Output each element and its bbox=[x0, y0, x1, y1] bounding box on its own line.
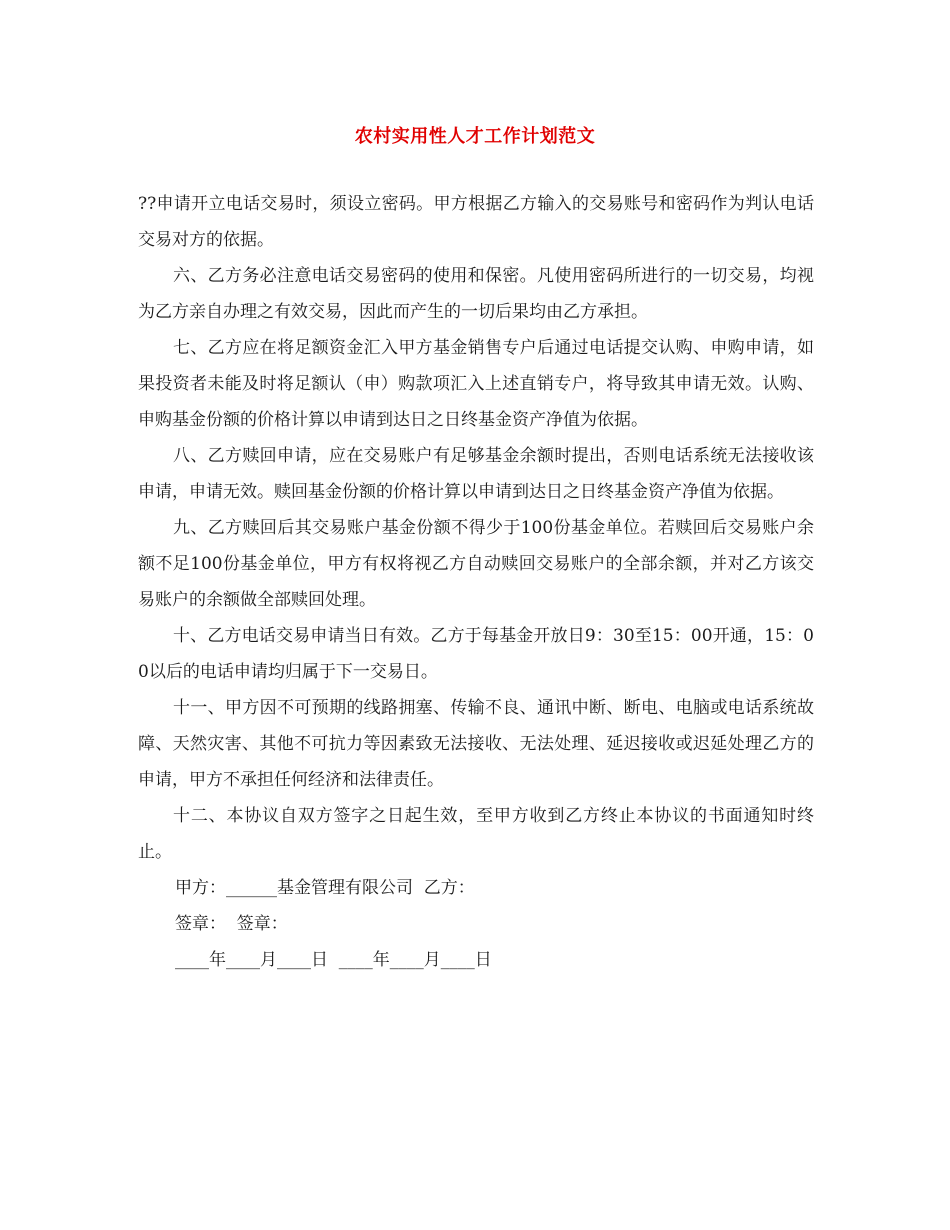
paragraph-clause-10: 十、乙方电话交易申请当日有效。乙方于每基金开放日9：30至15：00开通，15：00以后的电话申请均归属于下一交易日。 bbox=[138, 626, 814, 682]
paragraph-clause-7: 七、乙方应在将足额资金汇入甲方基金销售专户后通过电话提交认购、申购申请，如果投资者未能及时将足额认（申）购款项汇入上述直销专户，将导致其申请无效。认购、申购基金份额的价格计算以申请到达日之日终基金资产净值为依据。 bbox=[138, 338, 814, 430]
document-title: 农村实用性人才工作计划范文 bbox=[354, 126, 596, 147]
signature-seals: 签章： 签章： bbox=[175, 914, 288, 934]
signature-dates: ____年____月____日 ____年____月____日 bbox=[175, 950, 492, 970]
paragraph-clause-9: 九、乙方赎回后其交易账户基金份额不得少于100份基金单位。若赎回后交易账户余额不足100份基金单位，甲方有权将视乙方自动赎回交易账户的全部余额，并对乙方该交易账户的余额做全部赎回处理。 bbox=[138, 518, 814, 610]
document-body bbox=[138, 186, 814, 978]
paragraph-clause-12: 十二、本协议自双方签字之日起生效，至甲方收到乙方终止本协议的书面通知时终止。 bbox=[138, 806, 814, 862]
signature-block bbox=[138, 870, 814, 978]
paragraph-intro: ??申请开立电话交易时，须设立密码。甲方根据乙方输入的交易账号和密码作为判认电话交易对方的依据。 bbox=[138, 194, 814, 250]
paragraph-clause-8: 八、乙方赎回申请，应在交易账户有足够基金余额时提出，否则电话系统无法接收该申请，申请无效。赎回基金份额的价格计算以申请到达日之日终基金资产净值为依据。 bbox=[138, 446, 814, 502]
signature-parties: 甲方：______基金管理有限公司 乙方： bbox=[175, 878, 475, 898]
paragraph-clause-11: 十一、甲方因不可预期的线路拥塞、传输不良、通讯中断、断电、电脑或电话系统故障、天然灾害、其他不可抗力等因素致无法接收、无法处理、延迟接收或迟延处理乙方的申请，甲方不承担任何经济和法律责任。 bbox=[138, 698, 814, 790]
paragraph-clause-6: 六、乙方务必注意电话交易密码的使用和保密。凡使用密码所进行的一切交易，均视为乙方亲自办理之有效交易，因此而产生的一切后果均由乙方承担。 bbox=[138, 266, 814, 322]
